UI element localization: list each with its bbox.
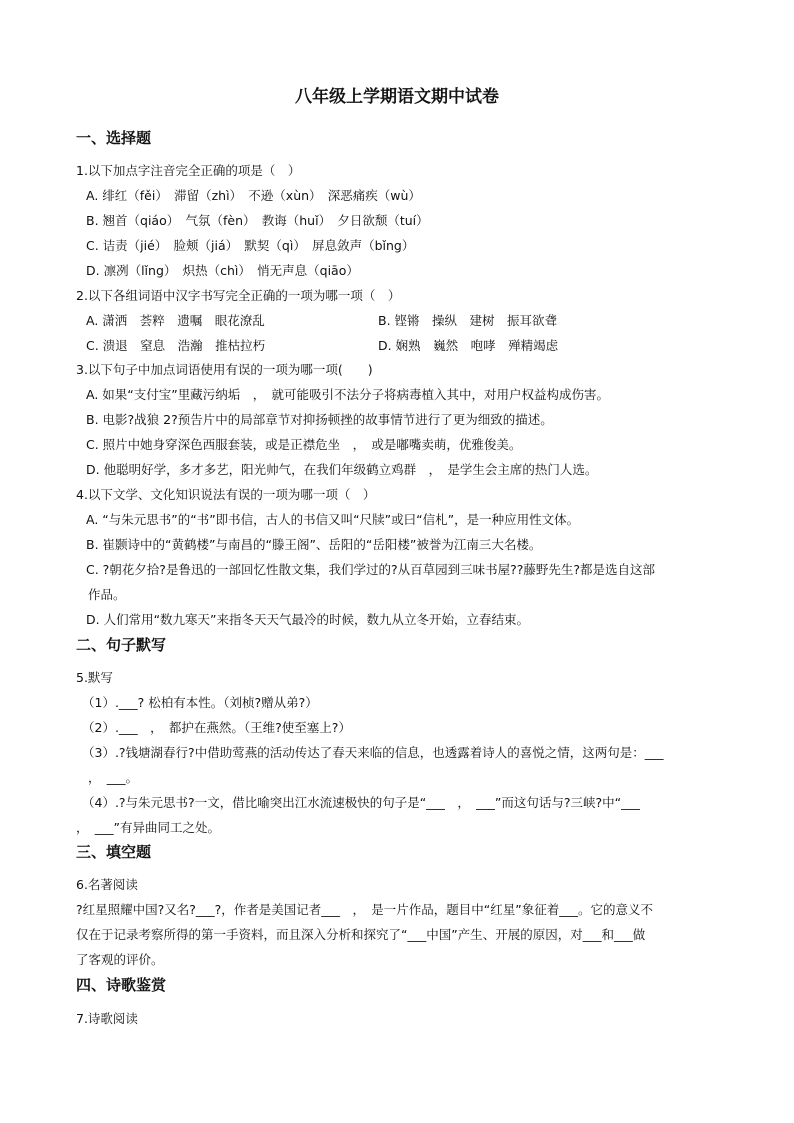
section-heading-choice: 一、选择题	[76, 129, 152, 147]
question-3-stem: 3.以下句子中加点词语使用有误的一项为哪一项( )	[76, 362, 373, 377]
question-1-option-d: D. 凛冽（lǐng） 炽热（chì） 悄无声息（qiāo）	[86, 263, 359, 278]
question-5-line-4-continued: ， ___”有异曲同工之处。	[76, 820, 220, 835]
question-5-line-1: （1）.___? 松柏有本性。（刘桢?赠从弟?）	[82, 695, 318, 710]
question-3-option-a: A. 如果“支付宝”里藏污纳垢 ， 就可能吸引不法分子将病毒植入其中，对用户权益构成伤害。	[86, 387, 609, 402]
question-3-option-d: D. 他聪明好学，多才多艺，阳光帅气，在我们年级鹤立鸡群 ， 是学生会主席的热门人选。	[86, 462, 598, 477]
question-5-line-3-continued: ， ___。	[88, 770, 139, 785]
question-4-option-a: A. “与朱元思书”的“书”即书信，古人的书信又叫“尺牍”或曰“信札”，是一种应用性文体。	[86, 512, 580, 527]
question-5-line-4: （4）.?与朱元思书?一文，借比喻突出江水流速极快的句子是“___ ， ___”而这句话与?三峡?中“___	[82, 795, 640, 810]
question-5-stem: 5.默写	[76, 670, 113, 685]
question-3-option-c: C. 照片中她身穿深色西服套装，或是正襟危坐 ， 或是嘟嘴卖萌，优雅俊美。	[86, 437, 522, 452]
question-1-option-c: C. 诘责（jié） 脸颊（jiá） 默契（qì） 屏息敛声（bǐng）	[86, 238, 415, 253]
question-6-paragraph-line-2: 仅在于记录考察所得的第一手资料，而且深入分析和探究了“___中国”产生、开展的原因，对___和___做	[76, 927, 646, 942]
section-heading-dictation: 二、句子默写	[76, 636, 167, 654]
question-3-option-b: B. 电影?战狼 2?预告片中的局部章节对抑扬顿挫的故事情节进行了更为细致的描述。	[86, 412, 553, 427]
question-4-option-c-continued: 作品。	[88, 587, 126, 602]
page-title: 八年级上学期语文期中试卷	[295, 87, 499, 107]
question-1-stem: 1.以下加点字注音完全正确的项是（ ）	[76, 163, 301, 178]
question-1-option-a: A. 绯红（fěi） 滞留（zhì） 不逊（xùn） 深恶痛疾（wù）	[86, 188, 421, 203]
question-2-option-b: B. 铿锵 操纵 建树 振耳欲聋	[378, 313, 558, 328]
question-6-stem: 6.名著阅读	[76, 877, 138, 892]
question-2-option-d: D. 娴熟 巍然 咆哮 殚精竭虑	[378, 338, 559, 353]
question-2-stem: 2.以下各组词语中汉字书写完全正确的一项为哪一项（ ）	[76, 288, 401, 303]
question-4-option-d: D. 人们常用“数九寒天”来指冬天天气最冷的时候，数九从立冬开始，立春结束。	[86, 612, 530, 627]
question-4-option-c: C. ?朝花夕拾?是鲁迅的一部回忆性散文集，我们学过的?从百草园到三味书屋??藤野先生?都是选自这部	[86, 562, 655, 577]
question-2-option-c: C. 溃退 窒息 浩瀚 推枯拉朽	[86, 338, 266, 353]
question-6-paragraph-line-1: ?红星照耀中国?又名?___?，作者是美国记者___ ， 是一片作品，题目中“红星”象征着___。它的意义不	[76, 902, 653, 917]
section-heading-poetry: 四、诗歌鉴赏	[76, 976, 167, 994]
question-4-option-b: B. 崔颢诗中的“黄鹤楼”与南昌的“滕王阁”、岳阳的“岳阳楼”被誉为江南三大名楼。	[86, 537, 542, 552]
question-4-stem: 4.以下文学、文化知识说法有误的一项为哪一项（ ）	[76, 487, 376, 502]
question-6-paragraph-line-3: 了客观的评价。	[76, 952, 164, 967]
question-7-stem: 7.诗歌阅读	[76, 1011, 138, 1026]
question-5-line-2: （2）.___ ， 都护在燕然。（王维?使至塞上?）	[82, 720, 351, 735]
question-1-option-b: B. 翘首（qiáo） 气氛（fèn） 教诲（huǐ） 夕日欲颓（tuí）	[86, 213, 429, 228]
question-2-option-a: A. 潇洒 荟粹 遗嘱 眼花潦乱	[86, 313, 265, 328]
section-heading-fill-blank: 三、填空题	[76, 843, 152, 861]
question-5-line-3: （3）.?钱塘湖春行?中借助莺燕的活动传达了春天来临的信息，也透露着诗人的喜悦之情，这两句是：___	[82, 745, 664, 760]
